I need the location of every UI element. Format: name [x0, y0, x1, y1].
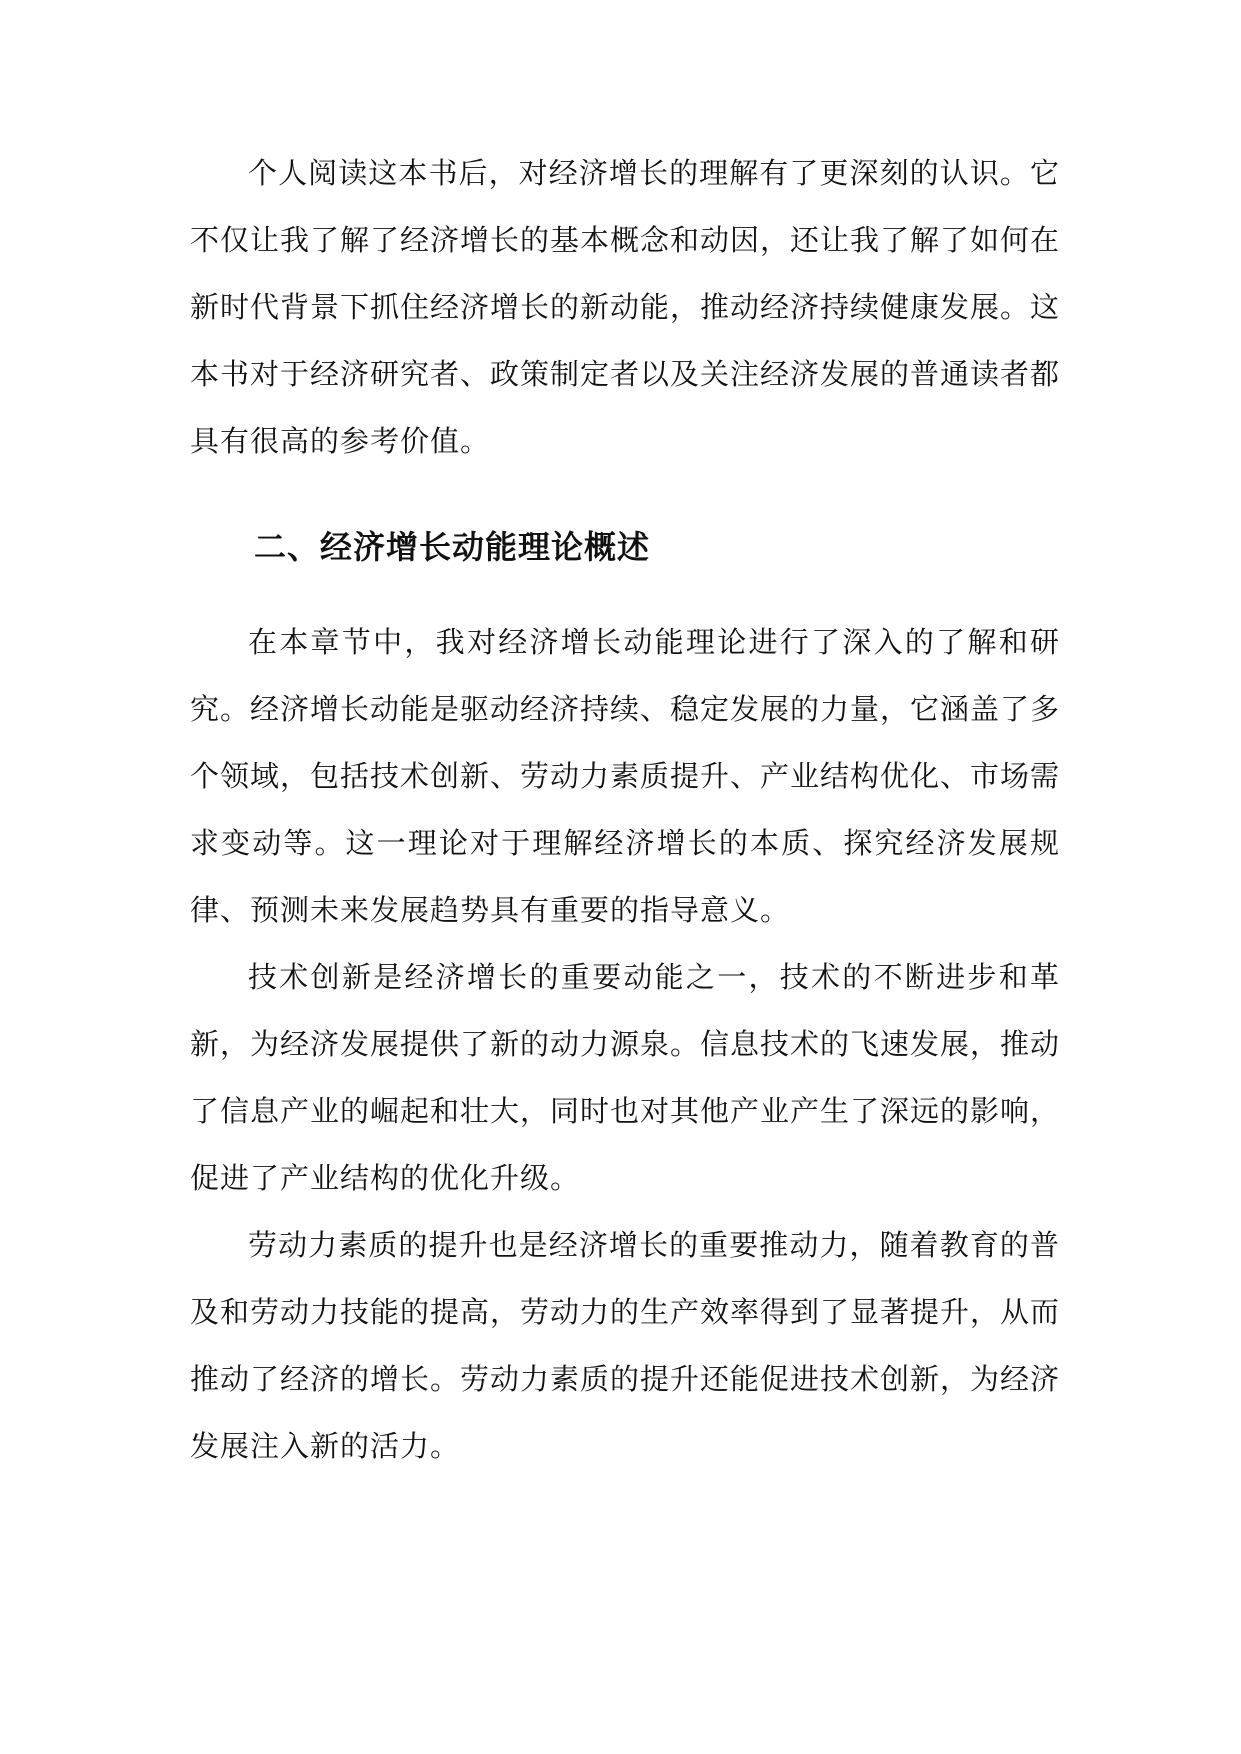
paragraph-theory-intro: 在本章节中，我对经济增长动能理论进行了深入的了解和研究。经济增长动能是驱动经济持续、稳定发展的力量，它涵盖了多个领域，包括技术创新、劳动力素质提升、产业结构优化、市场需求变动等。这一理论对于理解经济增长的本质、探究经济发展规律、预测未来发展趋势具有重要的指导意义。	[190, 625, 1061, 927]
paragraph-reading-reflection: 个人阅读这本书后，对经济增长的理解有了更深刻的认识。它不仅让我了解了经济增长的基本概念和动因，还让我了解了如何在新时代背景下抓住经济增长的新动能，推动经济持续健康发展。这本书对于经济研究者、政策制定者以及关注经济发展的普通读者都具有很高的参考价值。	[190, 156, 1061, 458]
section-heading: 二、经济增长动能理论概述	[254, 528, 651, 566]
paragraph-technology-innovation: 技术创新是经济增长的重要动能之一，技术的不断进步和革新，为经济发展提供了新的动力源泉。信息技术的飞速发展，推动了信息产业的崛起和壮大，同时也对其他产业产生了深远的影响，促进了产业结构的优化升级。	[190, 960, 1061, 1195]
paragraph-labor-quality: 劳动力素质的提升也是经济增长的重要推动力，随着教育的普及和劳动力技能的提高，劳动力的生产效率得到了显著提升，从而推动了经济的增长。劳动力素质的提升还能促进技术创新，为经济发展注入新的活力。	[190, 1228, 1061, 1463]
document-body	[190, 140, 1060, 1480]
